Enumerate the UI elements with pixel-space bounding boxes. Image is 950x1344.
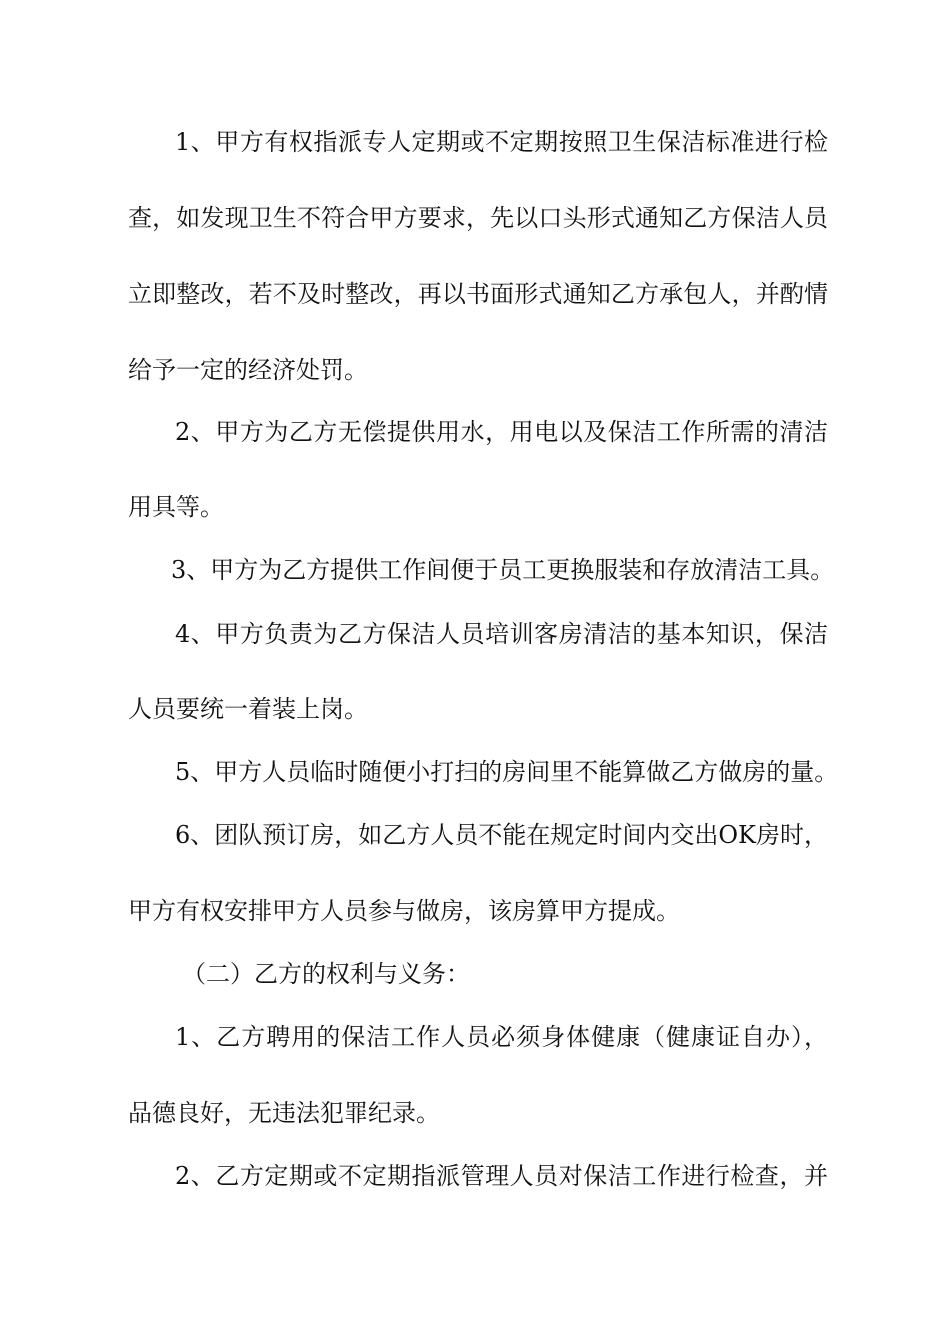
paragraph-line: 人员要统一着装上岗。 xyxy=(128,695,368,723)
paragraph-line: 2、乙方定期或不定期指派管理人员对保洁工作进行检查，并 xyxy=(175,1162,828,1190)
paragraph-line: 6、团队预订房，如乙方人员不能在规定时间内交出OK房时， xyxy=(175,821,828,849)
paragraph-line: 给予一定的经济处罚。 xyxy=(128,356,368,384)
paragraph-line: 立即整改，若不及时整改，再以书面形式通知乙方承包人，并酌情 xyxy=(128,280,828,308)
paragraph-line: 品德良好，无违法犯罪纪录。 xyxy=(128,1099,440,1127)
paragraph-line: 3、甲方为乙方提供工作间便于员工更换服装和存放清洁工具。 xyxy=(171,556,835,584)
section-heading: （二）乙方的权利与义务： xyxy=(182,960,470,988)
paragraph-line: 1、甲方有权指派专人定期或不定期按照卫生保洁标准进行检 xyxy=(175,128,828,156)
paragraph-line: 4、甲方负责为乙方保洁人员培训客房清洁的基本知识，保洁 xyxy=(175,620,828,648)
paragraph-line: 甲方有权安排甲方人员参与做房，该房算甲方提成。 xyxy=(128,897,680,925)
paragraph-line: 用具等。 xyxy=(128,493,224,521)
paragraph-line: 1、乙方聘用的保洁工作人员必须身体健康（健康证自办）， xyxy=(175,1023,828,1051)
paragraph-line: 查，如发现卫生不符合甲方要求，先以口头形式通知乙方保洁人员 xyxy=(128,204,828,232)
paragraph-line: 5、甲方人员临时随便小打扫的房间里不能算做乙方做房的量。 xyxy=(175,758,839,786)
paragraph-line: 2、甲方为乙方无偿提供用水，用电以及保洁工作所需的清洁 xyxy=(175,418,828,446)
